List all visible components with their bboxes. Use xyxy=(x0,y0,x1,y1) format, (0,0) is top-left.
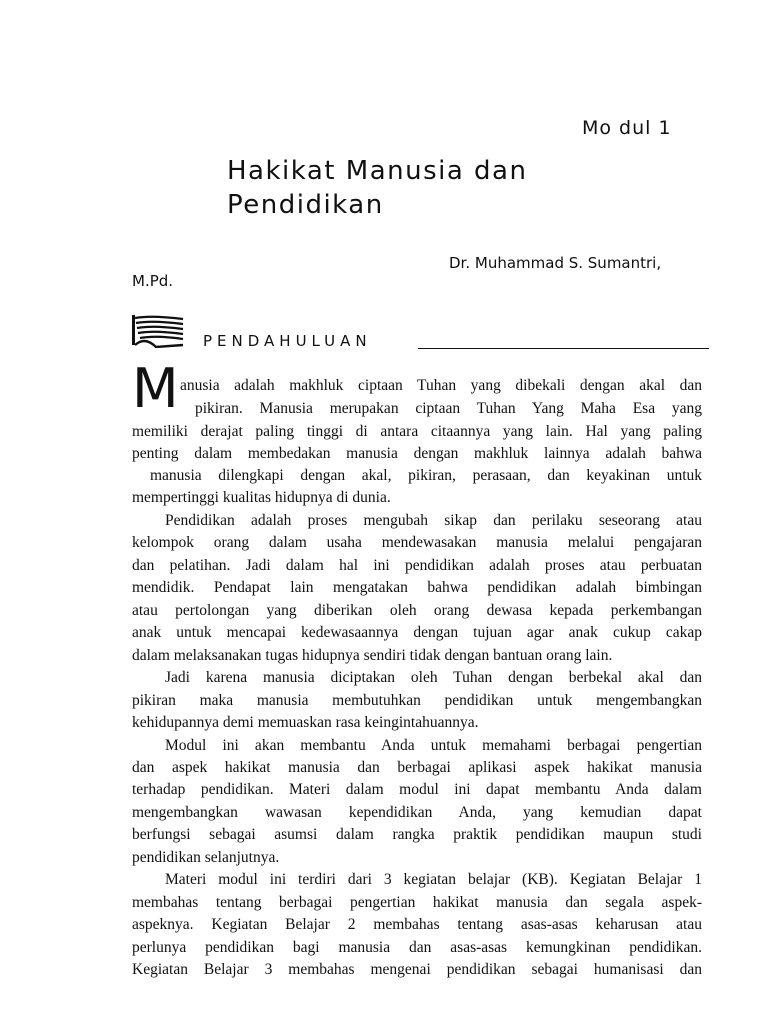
section-title: PENDAHULUAN xyxy=(203,332,372,350)
text-line: penting dalam membedakan manusia dengan makhluk lainnya adalah bahwa xyxy=(132,445,702,462)
text-line: terhadap pendidikan. Materi dalam modul ini dapat membantu Anda dalam xyxy=(132,781,702,798)
title-line-2: Pendidikan xyxy=(227,190,384,220)
text-line: anak untuk mencapai kedewasaannya dengan tujuan agar anak cukup cakap xyxy=(132,624,702,641)
module-label: Mo dul 1 xyxy=(582,117,672,139)
text-line: dan pelatihan. Jadi dalam hal ini pendidikan adalah proses atau perbuatan xyxy=(132,557,702,574)
text-line: membahas tentang berbagai pengertian hakikat manusia dan segala aspek- xyxy=(132,894,702,911)
text-line: dan aspek hakikat manusia dan berbagai aplikasi aspek hakikat manusia xyxy=(132,759,702,776)
text-line: berfungsi sebagai asumsi dalam rangka praktik pendidikan maupun studi xyxy=(132,826,702,843)
text-line: Kegiatan Belajar 3 membahas mengenai pendidikan sebagai humanisasi dan xyxy=(132,961,702,978)
text-line: mendidik. Pendapat lain mengatakan bahwa pendidikan adalah bimbingan xyxy=(132,579,702,596)
text-line: Materi modul ini terdiri dari 3 kegiatan belajar (KB). Kegiatan Belajar 1 xyxy=(165,871,702,888)
author-name: Dr. Muhammad S. Sumantri, xyxy=(449,254,662,272)
text-line: perlunya pendidikan bagi manusia dan asas-asas kemungkinan pendidikan. xyxy=(132,939,702,956)
text-line: pikiran maka manusia membutuhkan pendidikan untuk mengembangkan xyxy=(132,692,702,709)
author-degree: M.Pd. xyxy=(132,272,174,290)
title-line-1: Hakikat Manusia dan xyxy=(227,156,528,186)
text-line: mengembangkan wawasan kependidikan Anda, yang kemudian dapat xyxy=(132,804,702,821)
text-line: aspeknya. Kegiatan Belajar 2 membahas tentang asas-asas keharusan atau xyxy=(132,916,702,933)
text-line: Jadi karena manusia diciptakan oleh Tuhan dengan berbekal akal dan xyxy=(165,669,702,686)
text-line: kelompok orang dalam usaha mendewasakan manusia melalui pengajaran xyxy=(132,534,702,551)
text-line: Modul ini akan membantu Anda untuk memahami berbagai pengertian xyxy=(165,737,702,754)
text-line: mempertinggi kualitas hidupnya di dunia. xyxy=(132,489,391,506)
text-line: pikiran. Manusia merupakan ciptaan Tuhan Yang Maha Esa yang xyxy=(195,400,702,417)
text-line: manusia dilengkapi dengan akal, pikiran, perasaan, dan keyakinan untuk xyxy=(150,467,702,484)
text-line: pendidikan selanjutnya. xyxy=(132,849,280,866)
text-line: Pendidikan adalah proses mengubah sikap dan perilaku seseorang atau xyxy=(165,512,702,529)
text-line: memiliki derajat paling tinggi di antara citaannya yang lain. Hal yang paling xyxy=(132,423,702,440)
drop-cap: M xyxy=(132,357,179,420)
text-line: dalam melaksanakan tugas hidupnya sendiri tidak dengan bantuan orang lain. xyxy=(132,647,613,664)
text-line: anusia adalah makhluk ciptaan Tuhan yang dibekali dengan akal dan xyxy=(180,377,702,394)
text-line: kehidupannya demi memuaskan rasa keingintahuannya. xyxy=(132,714,479,731)
text-line: atau pertolongan yang diberikan oleh orang dewasa kepada perkembangan xyxy=(132,602,702,619)
